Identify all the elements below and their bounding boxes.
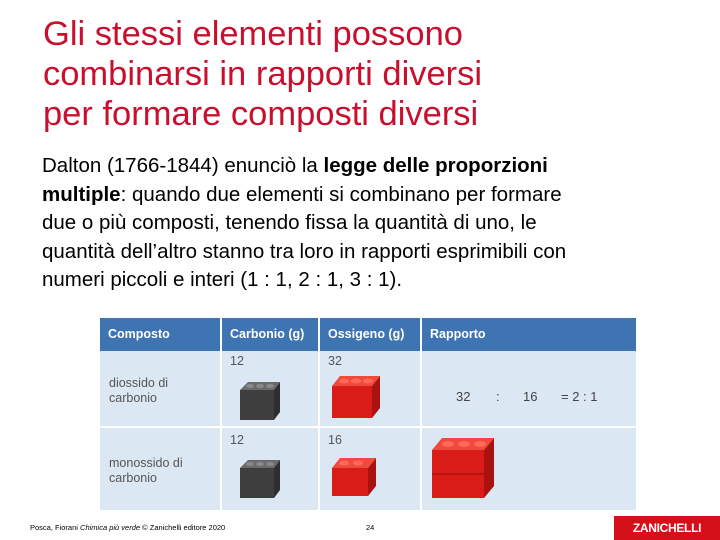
- column-divider: [420, 318, 422, 510]
- oxygen-brick-icon: [328, 370, 380, 420]
- row-divider: [100, 426, 636, 428]
- compound-name-line-1: diossido di: [109, 376, 169, 390]
- column-divider: [220, 318, 222, 510]
- oxygen-brick-pair-icon: [428, 428, 498, 504]
- page-number: 24: [366, 523, 375, 532]
- carbon-brick-icon: [236, 376, 280, 422]
- slide-title: [43, 14, 703, 134]
- oxygen-mass: 16: [328, 433, 342, 447]
- law-name-bold-2: multiple: [42, 182, 121, 206]
- body-paragraph: [42, 152, 682, 295]
- publisher-logo: ZANICHELLI: [614, 516, 720, 540]
- body-line-1-text: Dalton (1766-1844) enunciò la: [42, 154, 324, 177]
- body-line-1: [42, 152, 682, 181]
- footer-credit-authors: Posca, Fiorani: [30, 523, 81, 532]
- carbon-mass: 12: [230, 433, 244, 447]
- compounds-table: [100, 318, 636, 510]
- ratio-value-a: 32: [456, 389, 471, 404]
- compound-name-line-1: monossido di: [109, 456, 183, 470]
- carbon-mass: 12: [230, 354, 244, 368]
- body-line-2: [42, 181, 682, 210]
- header-composto: Composto: [108, 327, 170, 341]
- body-line-4: quantità dell’altro stanno tra loro in rapporti esprimibili con: [42, 239, 567, 263]
- header-ossigeno: Ossigeno (g): [328, 327, 405, 341]
- title-line-3: per formare composti diversi: [43, 95, 479, 133]
- ratio-result: = 2 : 1: [561, 389, 598, 404]
- compound-name-line-2: carbonio: [109, 471, 157, 485]
- footer-credit: [30, 523, 225, 532]
- compound-name-line-2: carbonio: [109, 391, 157, 405]
- table-header: [100, 318, 636, 351]
- title-line-2: combinarsi in rapporti diversi: [43, 55, 483, 93]
- body-line-3: due o più composti, tenendo fissa la quantità di uno, le: [42, 211, 537, 235]
- title-line-1: Gli stessi elementi possono: [43, 15, 463, 53]
- oxygen-mass: 32: [328, 354, 342, 368]
- header-carbonio: Carbonio (g): [230, 327, 305, 341]
- compound-name: [109, 376, 168, 406]
- footer-credit-publisher: © Zanichelli editore 2020: [140, 523, 226, 532]
- ratio-value-b: 16: [523, 389, 538, 404]
- column-divider: [318, 318, 320, 510]
- law-name-bold: legge delle proporzioni: [323, 154, 548, 177]
- carbon-brick-icon: [236, 454, 280, 500]
- compound-name: [109, 456, 183, 486]
- body-line-2-text: : quando due elementi si combinano per formare: [120, 182, 562, 206]
- footer-credit-book: Chimica più verde: [80, 523, 141, 532]
- oxygen-brick-icon: [328, 452, 376, 498]
- header-rapporto: Rapporto: [430, 327, 486, 341]
- ratio-colon: :: [496, 389, 500, 404]
- body-line-5: numeri piccoli e interi (1 : 1, 2 : 1, 3 : 1).: [42, 268, 403, 292]
